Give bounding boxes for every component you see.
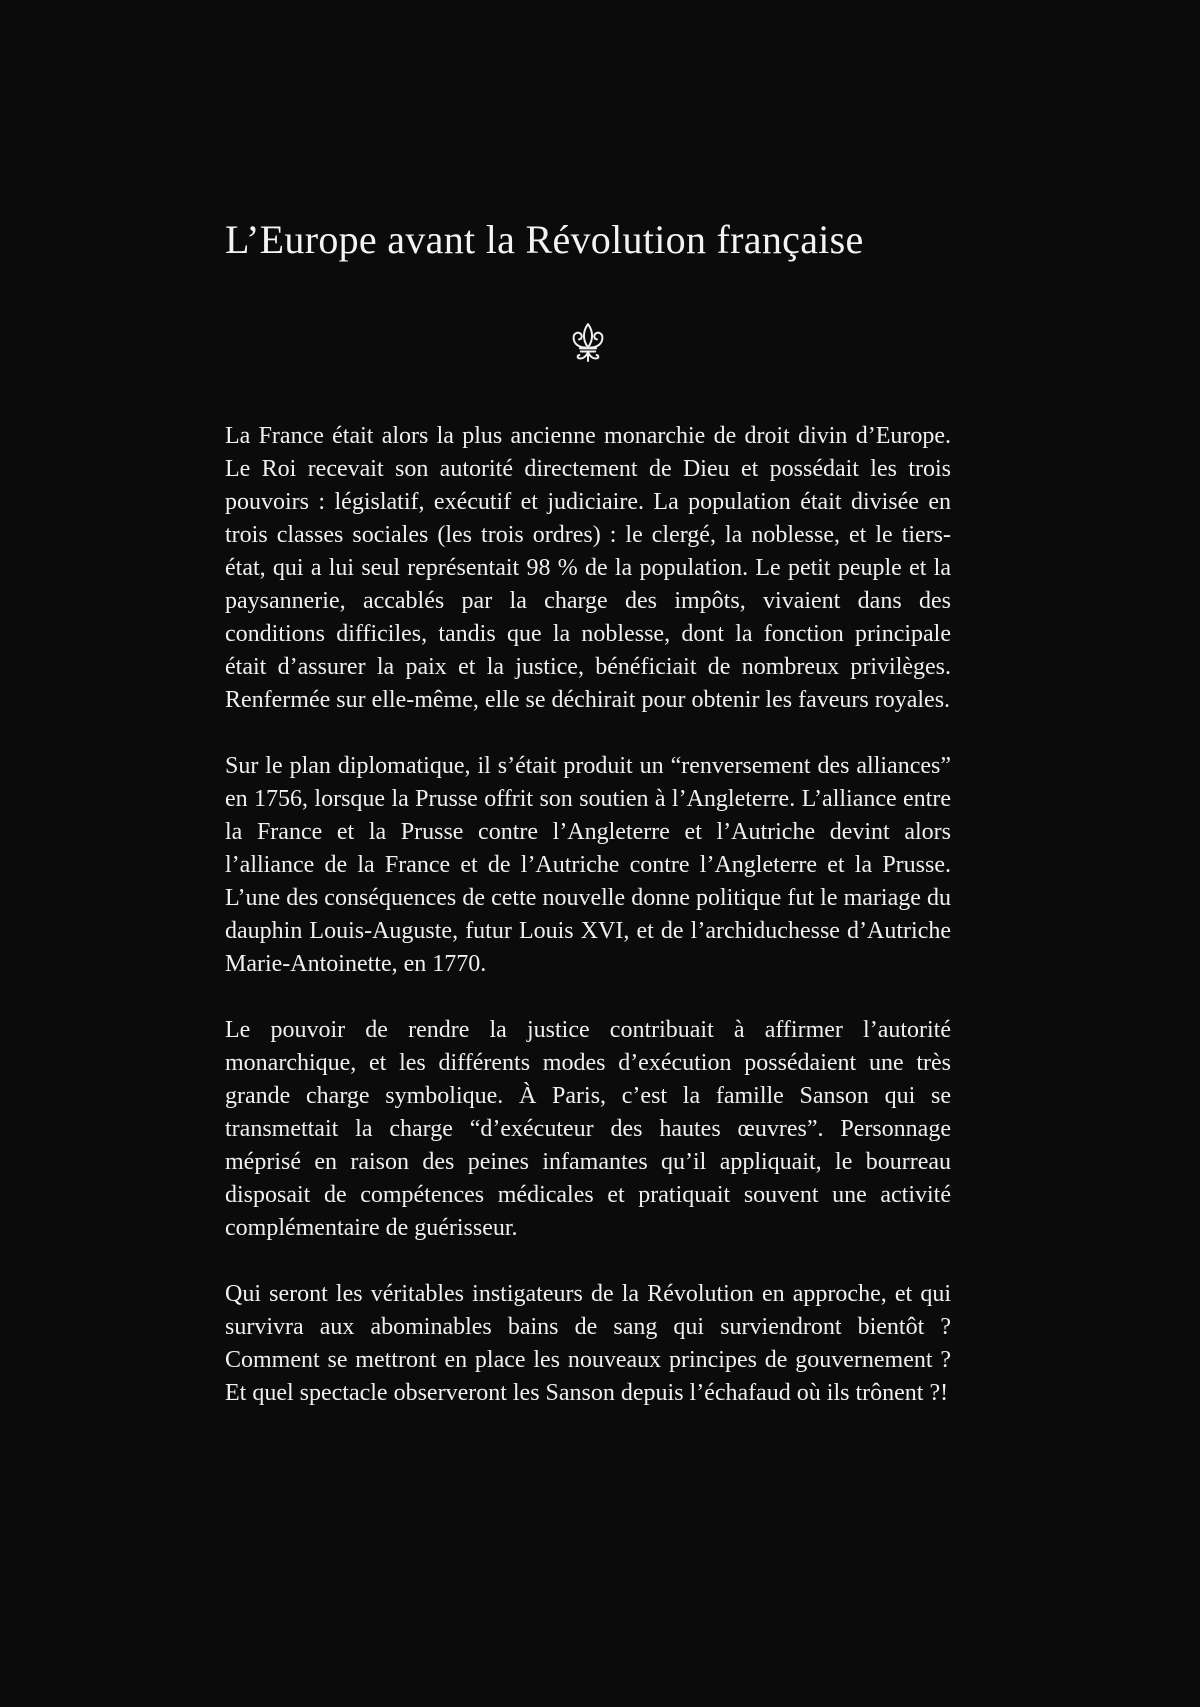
body-text <box>225 420 951 1410</box>
paragraph-3: Le pouvoir de rendre la justice contribuait à affirmer l’autorité monarchique, et les différents modes d’exécution possédaient une très grande charge symbolique. À Paris, c’est la famille Sanson qui se transmettait la charge “d’exécuteur des hautes œuvres”. Personnage méprisé en raison des peines infamantes qu’il appliquait, le bourreau disposait de compétences médicales et pratiquait souvent une activité complémentaire de guérisseur. <box>225 1017 951 1241</box>
document-page <box>225 210 951 1410</box>
paragraph-2: Sur le plan diplomatique, il s’était produit un “renversement des alliances” en 1756, lorsque la Prusse offrit son soutien à l’Angleterre. L’alliance entre la France et la Prusse contre l’Angleterre et l’Autriche devint alors l’alliance de la France et de l’Autriche contre l’Angleterre et la Prusse. L’une des conséquences de cette nouvelle donne politique fut le mariage du dauphin Louis-Auguste, futur Louis XVI, et de l’archiduchesse d’Autriche Marie-Antoinette, en 1770. <box>225 753 951 977</box>
paragraph-4: Qui seront les véritables instigateurs de la Révolution en approche, et qui survivra aux abominables bains de sang qui surviendront bientôt ? Comment se mettront en place les nouveaux principes de gouvernement ? Et quel spectacle observeront les Sanson depuis l’échafaud où ils trônent ?! <box>225 1281 951 1406</box>
page-title: L’Europe avant la Révolution française <box>225 217 864 262</box>
paragraph-1: La France était alors la plus ancienne monarchie de droit divin d’Europe. Le Roi recevait son autorité directement de Dieu et possédait les trois pouvoirs : législatif, exécutif et judiciaire. La population était divisée en trois classes sociales (les trois ordres) : le clergé, la noblesse, et le tiers-état, qui a lui seul représentait 98 % de la population. Le petit peuple et la paysannerie, accablés par la charge des impôts, vivaient dans des conditions difficiles, tandis que la noblesse, dont la fonction principale était d’assurer la paix et la justice, bénéficiait de nombreux privilèges. Renfermée sur elle-même, elle se déchirait pour obtenir les faveurs royales. <box>225 423 951 713</box>
fleur-de-lis-icon <box>570 320 606 366</box>
